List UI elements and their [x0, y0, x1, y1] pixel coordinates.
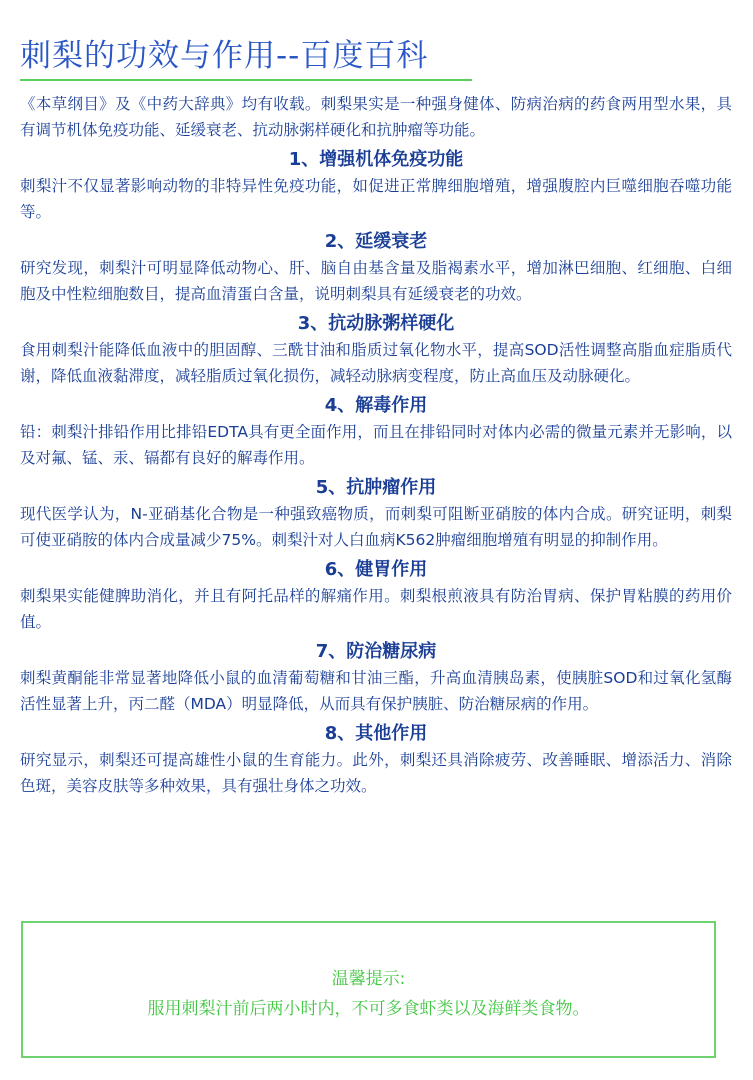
section-text-diabetes: 刺梨黄酮能非常显著地降低小鼠的血清葡萄糖和甘油三酯，升高血清胰岛素，使胰脏SOD和过氧化氢酶活性显著上升，丙二醛（MDA）明显降低，从而具有保护胰脏、防治糖尿病的作用。: [20, 669, 732, 713]
warm-tip-text: 服用刺梨汁前后两小时内，不可多食虾类以及海鲜类食物。: [147, 999, 590, 1019]
section-heading-immunity: 1、增强机体免疫功能: [288, 149, 464, 170]
section-text-atherosclerosis: 食用刺梨汁能降低血液中的胆固醇、三酰甘油和脂质过氧化物水平，提高SOD活性调整高脂血症脂质代谢，降低血液黏滞度，减轻脂质过氧化损伤，减轻动脉病变程度，防止高血压及动脉硬化。: [20, 341, 732, 385]
section-heading-anti-aging: 2、延缓衰老: [324, 231, 428, 252]
section-text-detox: 铅：刺梨汁排铅作用比排铅EDTA具有更全面作用，而且在排铅同时对体内必需的微量元素并无影响，以及对氟、锰、汞、镉都有良好的解毒作用。: [20, 423, 732, 467]
section-text-immunity: 刺梨汁不仅显著影响动物的非特异性免疫功能，如促进正常脾细胞增殖，增强腹腔内巨噬细胞吞噬功能等。: [20, 177, 732, 221]
section-text-anti-tumor: 现代医学认为，N-亚硝基化合物是一种强致癌物质，而刺梨可阻断亚硝胺的体内合成。研究证明，刺梨可使亚硝胺的体内合成量减少75%。刺梨汁对人白血病K562肿瘤细胞增殖有明显的抑制作用。: [20, 505, 732, 549]
warm-tip-box: [21, 921, 716, 1058]
section-heading-diabetes: 7、防治糖尿病: [315, 641, 437, 662]
warm-tip-title: 温馨提示:: [331, 969, 406, 989]
section-text-stomach: 刺梨果实能健脾助消化，并且有阿托品样的解痛作用。刺梨根煎液具有防治胃病、保护胃粘膜的药用价值。: [20, 587, 732, 631]
title-underline: [20, 79, 472, 81]
section-text-anti-aging: 研究发现，刺梨汁可明显降低动物心、肝、脑自由基含量及脂褐素水平，增加淋巴细胞、红细胞、白细胞及中性粒细胞数目，提高血清蛋白含量，说明刺梨具有延缓衰老的功效。: [20, 259, 732, 303]
section-text-other: 研究显示，刺梨还可提高雄性小鼠的生育能力。此外，刺梨还具消除疲劳、改善睡眠、增添活力、消除色斑，美容皮肤等多种效果，具有强壮身体之功效。: [20, 751, 732, 795]
section-heading-anti-tumor: 5、抗肿瘤作用: [315, 477, 437, 498]
article-body: [20, 91, 732, 799]
section-heading-stomach: 6、健胃作用: [324, 559, 428, 580]
page-title: 刺梨的功效与作用--百度百科: [20, 38, 429, 74]
section-heading-atherosclerosis: 3、抗动脉粥样硬化: [297, 313, 455, 334]
section-heading-other: 8、其他作用: [324, 723, 428, 744]
section-heading-detox: 4、解毒作用: [324, 395, 428, 416]
intro-paragraph: 《本草纲目》及《中药大辞典》均有收载。刺梨果实是一种强身健体、防病治病的药食两用型水果，具有调节机体免疫功能、延缓衰老、抗动脉粥样硬化和抗肿瘤等功能。: [20, 95, 732, 139]
